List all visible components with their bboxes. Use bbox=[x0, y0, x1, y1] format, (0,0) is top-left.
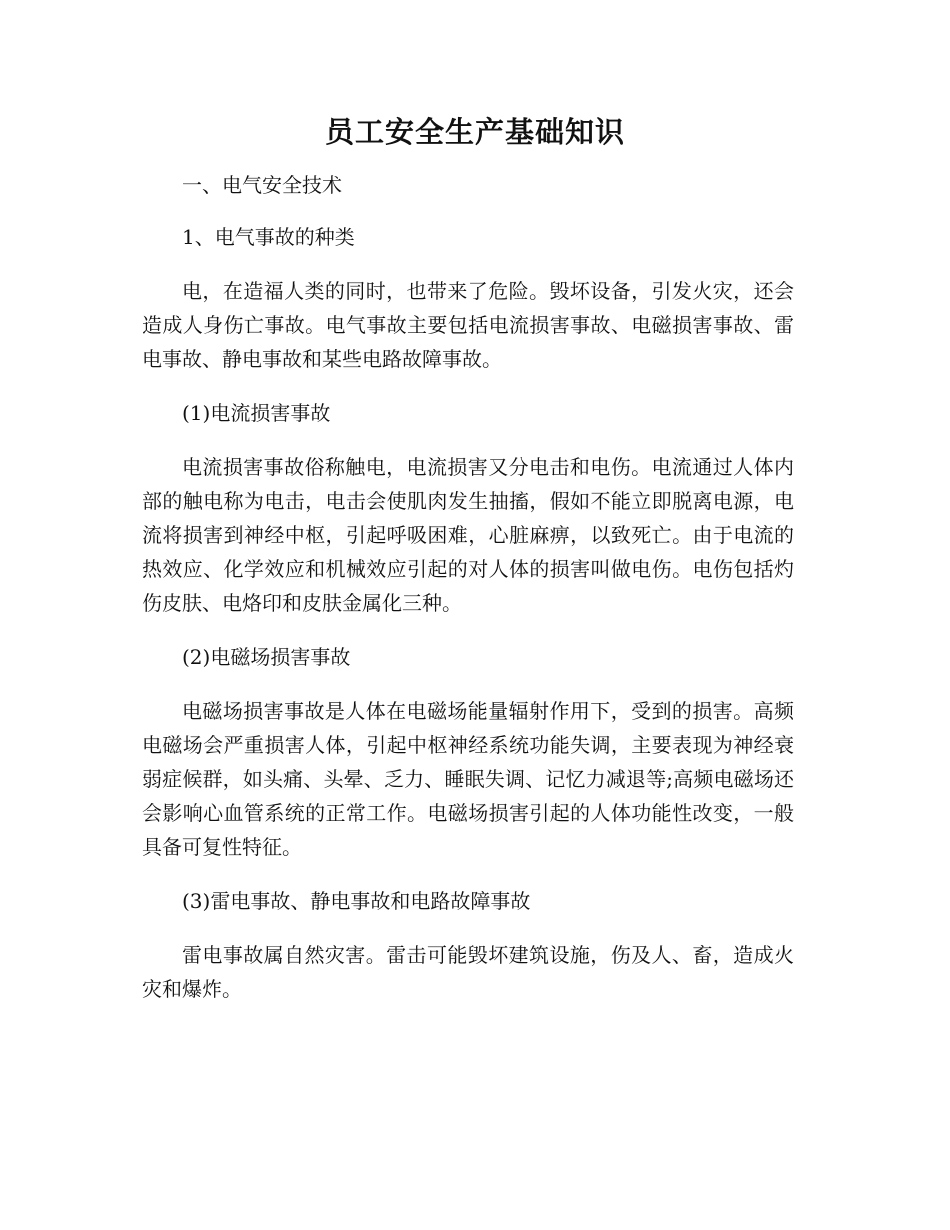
intro-paragraph: 电，在造福人类的同时，也带来了危险。毁坏设备，引发火灾，还会造成人身伤亡事故。电气事故主要包括电流损害事故、电磁损害事故、雷电事故、静电事故和某些电路故障事故。 bbox=[142, 279, 794, 371]
item-1-heading: (1)电流损害事故 bbox=[182, 401, 331, 425]
item-1-paragraph: 电流损害事故俗称触电，电流损害又分电击和电伤。电流通过人体内部的触电称为电击，电击会使肌肉发生抽搐，假如不能立即脱离电源，电流将损害到神经中枢，引起呼吸困难，心脏麻痹，以致死亡。由于电流的热效应、化学效应和机械效应引起的对人体的损害叫做电伤。电伤包括灼伤皮肤、电烙印和皮肤金属化三种。 bbox=[142, 455, 794, 615]
item-3-heading: (3)雷电事故、静电事故和电路故障事故 bbox=[182, 889, 531, 913]
item-2-paragraph: 电磁场损害事故是人体在电磁场能量辐射作用下，受到的损害。高频电磁场会严重损害人体，引起中枢神经系统功能失调，主要表现为神经衰弱症候群，如头痛、头晕、乏力、睡眠失调、记忆力减退等;高频电磁场还会影响心血管系统的正常工作。电磁场损害引起的人体功能性改变，一般具备可复性特征。 bbox=[142, 699, 794, 859]
document-title: 员工安全生产基础知识 bbox=[324, 115, 625, 149]
item-3-paragraph: 雷电事故属自然灾害。雷击可能毁坏建筑设施，伤及人、畜，造成火灾和爆炸。 bbox=[142, 943, 794, 1001]
subsection-heading: 1、电气事故的种类 bbox=[182, 225, 355, 249]
item-2-heading: (2)电磁场损害事故 bbox=[182, 645, 351, 669]
document-body bbox=[142, 168, 794, 1006]
section-heading: 一、电气安全技术 bbox=[182, 173, 342, 197]
